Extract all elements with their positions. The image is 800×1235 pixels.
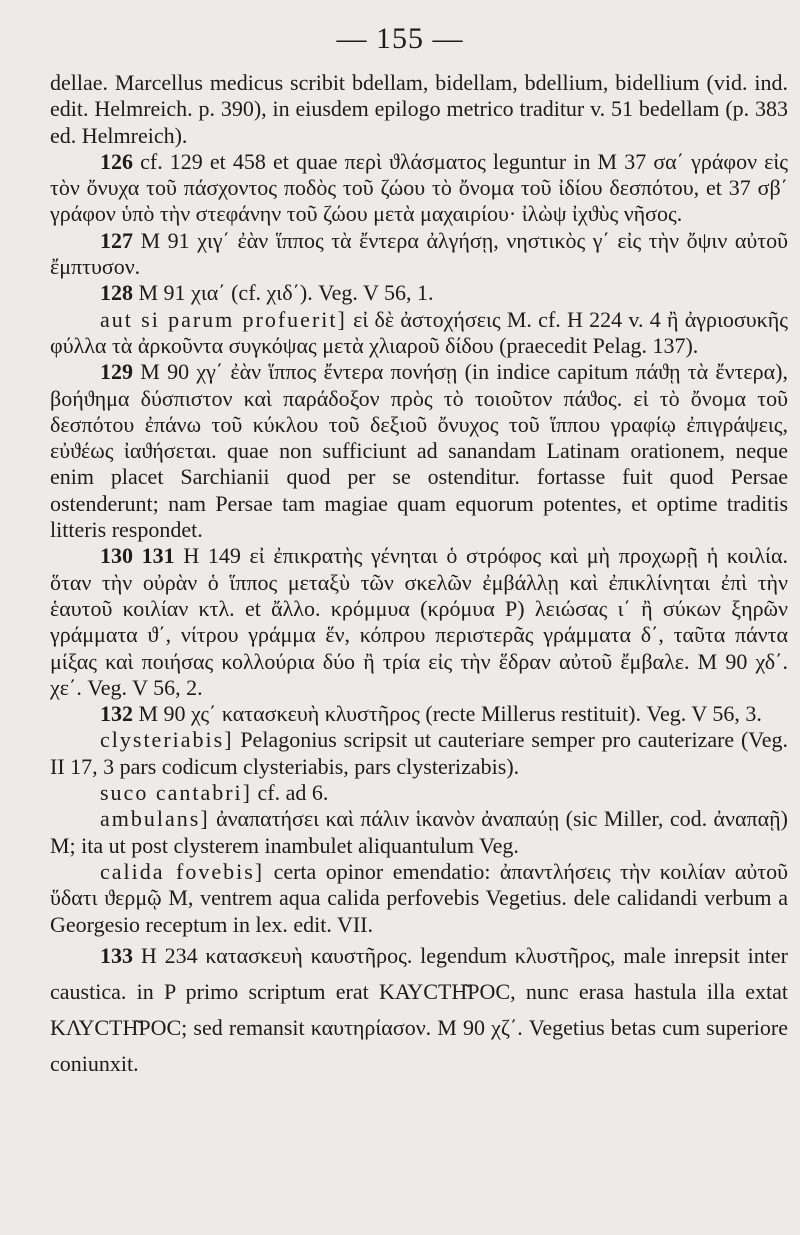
- paragraph-text: Pelagonius scripsit ut cauteriare semper pro cauterizare (Veg. II 17, 3 pars codicum clysteriabis, pars clysterizabis).: [50, 727, 789, 779]
- lemma: clysteriabis]: [100, 727, 234, 753]
- paragraph-129: [50, 359, 788, 543]
- paragraph-127: [50, 228, 788, 281]
- paragraph-text: εἰ δὲ ἀστοχήσεις M. cf. H 224 v. 4 ἢ ἀγριοσυκῆς φύλλα τὰ ἀρκοῦντα συγκόψας μετὰ χλιαροῦ δίδου (praecedit Pelag. 137).: [50, 306, 788, 358]
- paragraph-text: M 91 χια΄ (cf. χιδ΄). Veg. V 56, 1.: [138, 280, 434, 306]
- page-number: — 155 —: [336, 22, 464, 55]
- paragraph-126: [50, 149, 788, 228]
- paragraph-132: [50, 701, 788, 727]
- entry-number: 133: [100, 942, 133, 968]
- paragraph-128: [50, 280, 788, 306]
- paragraph-text: M 90 χγ΄ ἐὰν ἵππος ἔντερα πονήσῃ (in indice capitum πάϑῃ τὰ ἔντερα), βοήϑημα δύσπιστον καὶ παράδοξον πρὸς τὸ τοιοῦτον πάϑος. εἰ τὸ ὄνομα τοῦ δεσπότου ἐπάνω τοῦ κύκλου τοῦ δεξιοῦ ὄνυχος τοῦ ἵππου γραφίῳ ἐπιγράψεις, εὐϑέως ἰαϑήσεται. quae non sufficiunt ad sanandam Latinam orationem, neque enim placet Sarchianii quod per se ostenditur. fortasse fuit quod Persae ostenderunt; nam Persae tam magiae quam equorum potentes, et optime traditis litteris respondet.: [50, 359, 789, 543]
- paragraph-text: cf. ad 6.: [257, 780, 329, 806]
- entry-number: 128: [100, 280, 133, 306]
- entry-number: 129: [100, 359, 133, 385]
- entry-number: 126: [100, 148, 133, 174]
- paragraph-130-131: [50, 543, 788, 701]
- paragraph-lemma-suco-cantabri: [50, 780, 788, 806]
- paragraph-text: dellae. Marcellus medicus scribit bdellam, bidellam, bdellium, bidellium (vid. ind. edit. Helmreich. p. 390), in eiusdem epilogo metrico traditur v. 51 bedellam (p. 383 ed. Helmreich).: [50, 70, 788, 148]
- entry-number: 132: [100, 701, 133, 727]
- lemma: suco cantabri]: [100, 780, 252, 806]
- paragraph-133: [50, 938, 788, 1082]
- paragraph-text: M 90 χς΄ κατασκευὴ κλυστῆρος (recte Millerus restituit). Veg. V 56, 3.: [138, 701, 762, 727]
- paragraph-lemma-clysteriabis: [50, 727, 788, 780]
- paragraph-lemma-aut-si: [50, 307, 788, 360]
- paragraph-intro: [50, 70, 788, 149]
- paragraph-text: certa opinor emendatio: ἀπαντλήσεις τὴν κοιλίαν αὐτοῦ ὕδατι ϑερμῷ M, ventrem aqua calida perfovebis Vegetius. dele calidandi verbum a Georgesio receptum in lex. edit. VII.: [50, 858, 789, 937]
- entry-number: 130 131: [100, 543, 175, 569]
- lemma: calida fovebis]: [100, 858, 265, 884]
- paragraph-lemma-calida-fovebis: [50, 859, 788, 938]
- paragraph-text: H 234 κατασκευὴ καυστῆρος. legendum κλυστῆρος, male inrepsit inter caustica. in P primo scriptum erat ΚΑΥϹΤΗ͂ΡΟϹ, nunc erasa hastula illa extat ΚΛΥϹΤΗ͂ΡΟϹ; sed remansit καυτηρίασον. M 90 χζ΄. Vegetius betas cum superiore coniunxit.: [50, 942, 788, 1076]
- lemma: aut si parum profuerit]: [100, 306, 347, 332]
- paragraph-lemma-ambulans: [50, 806, 788, 859]
- entry-number: 127: [100, 227, 133, 253]
- lemma: ambulans]: [100, 806, 210, 832]
- paragraph-text: M 91 χιγ΄ ἐὰν ἵππος τὰ ἔντερα ἀλγήσῃ, νηστικὸς γ΄ εἰς τὴν ὄψιν αὐτοῦ ἔμπτυσον.: [50, 227, 789, 280]
- paragraph-text: cf. 129 et 458 et quae περὶ ϑλάσματος leguntur in M 37 σα΄ γράφον εἰς τὸν ὄνυχα τοῦ πάσχοντος ποδὸς τοῦ ζώου τὸ ὄνομα τοῦ ἰδίου δεσπότου, et 37 σβ΄ γράφον ὑπὸ τὴν στεφάνην τοῦ ζώου μετὰ μαχαιρίου· ἰλὼψ ἰχϑὺς νῆσος.: [50, 148, 788, 227]
- commentary-text: [50, 70, 788, 1082]
- paragraph-text: H 149 εἰ ἐπικρατὴς γένηται ὁ στρόφος καὶ μὴ προχωρῇ ἡ κοιλία. ὅταν τὴν οὐρὰν ὁ ἵππος μεταξὺ τῶν σκελῶν ἐμβάλλῃ καὶ ἐπικλίνηται ἐπὶ τὴν ἑαυτοῦ κοιλίαν κτλ. et ἄλλο. κρόμμυα (κρόμυα P) λειώσας ι΄ ἢ σύκων ξηρῶν γράμματα ϑ΄, νίτρου γράμμα ἕν, κόπρου περιστερᾶς γράμματα δ΄, ταῦτα πάντα μίξας καὶ ποιήσας κολλούρια δύο ἢ τρία εἰς τὴν ἕδραν αὐτοῦ ἔμβαλε. M 90 χδ΄. χε΄. Veg. V 56, 2.: [50, 543, 789, 700]
- paragraph-text: ἀναπατήσει καὶ πάλιν ἱκανὸν ἀναπαύῃ (sic Miller, cod. ἀναπαῇ) M; ita ut post clysterem inambulet aliquantulum Veg.: [50, 806, 788, 858]
